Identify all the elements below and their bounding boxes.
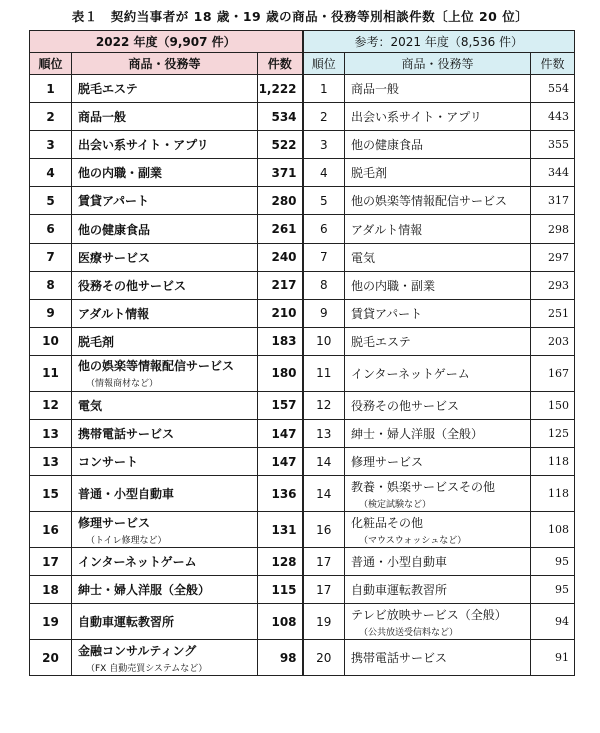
rank-2022-text: 17 <box>42 554 59 569</box>
table-row <box>30 215 575 243</box>
table-row <box>30 420 575 448</box>
rank-2022 <box>30 187 72 215</box>
count-2021-text: 94 <box>555 615 570 629</box>
item-2021-text: 脱毛エステ <box>351 334 411 349</box>
item-2022 <box>72 604 258 640</box>
rank-2022-text: 16 <box>42 522 59 537</box>
item-2021-text: 脱毛剤 <box>351 166 388 181</box>
rank-2021 <box>303 448 345 476</box>
count-2022 <box>258 448 303 476</box>
rank-2022-text: 13 <box>42 454 59 469</box>
rank-2021-text: 14 <box>316 486 332 501</box>
item-2022 <box>72 448 258 476</box>
count-2021 <box>531 391 575 419</box>
rank-2022-text: 2 <box>46 109 55 124</box>
item-2021 <box>345 548 531 576</box>
rank-column-header: 順位 <box>30 53 72 75</box>
item-2021-text: 出会い系サイト・アプリ <box>351 110 482 125</box>
item-2021 <box>345 640 531 676</box>
item-2022 <box>72 355 258 391</box>
item-2021-note: （マウスウォッシュなど） <box>359 535 467 546</box>
count-2022-text: 131 <box>271 522 297 537</box>
item-2021 <box>345 75 531 103</box>
count-2021-text: 298 <box>548 222 570 236</box>
table-row <box>30 327 575 355</box>
count-2021-text: 108 <box>548 523 570 537</box>
count-2022-text: 157 <box>271 398 297 413</box>
rank-2022 <box>30 327 72 355</box>
count-2022-text: 180 <box>271 366 297 381</box>
rank-2021-text: 16 <box>316 522 332 537</box>
item-2022 <box>72 391 258 419</box>
count-column-header: 件数 <box>531 53 575 75</box>
item-2022 <box>72 420 258 448</box>
table-row <box>30 159 575 187</box>
rank-2021 <box>303 548 345 576</box>
table-row <box>30 75 575 103</box>
rank-2022 <box>30 215 72 243</box>
item-2022 <box>72 131 258 159</box>
item-2021-text: 普通・小型自動車 <box>351 555 448 570</box>
ranking-table <box>29 30 575 676</box>
right-year-header: 参考：2021 年度（8,536 件） <box>303 31 575 53</box>
item-2022 <box>72 327 258 355</box>
table-row <box>30 576 575 604</box>
rank-2021-text: 3 <box>319 137 328 152</box>
item-2021-text: 他の内職・副業 <box>351 278 436 293</box>
item-2022 <box>72 640 258 676</box>
rank-2021-text: 5 <box>319 193 328 208</box>
rank-2022-text: 6 <box>46 222 55 237</box>
rank-2021 <box>303 299 345 327</box>
count-2022 <box>258 512 303 548</box>
table-row <box>30 243 575 271</box>
count-2021 <box>531 420 575 448</box>
rank-2022-text: 20 <box>42 650 59 665</box>
item-2022-text: 電気 <box>78 398 103 413</box>
table-row <box>30 103 575 131</box>
count-2021 <box>531 187 575 215</box>
count-2021 <box>531 215 575 243</box>
item-2022-text: 脱毛剤 <box>78 334 115 349</box>
item-2022-note: （FX 自動売買システムなど） <box>86 663 208 674</box>
item-2022 <box>72 576 258 604</box>
item-2022 <box>72 159 258 187</box>
rank-2021-text: 10 <box>316 334 332 349</box>
rank-2022-text: 12 <box>42 398 59 413</box>
item-2021 <box>345 187 531 215</box>
rank-2021 <box>303 243 345 271</box>
item-2021-text: 他の娯楽等情報配信サービス <box>351 194 508 209</box>
count-2021-text: 203 <box>548 334 570 348</box>
count-2022-text: 522 <box>271 137 297 152</box>
item-2022-note: （トイレ修理など） <box>86 535 167 546</box>
count-2021-text: 118 <box>548 487 570 501</box>
count-2022 <box>258 243 303 271</box>
count-2022 <box>258 187 303 215</box>
rank-2021 <box>303 476 345 512</box>
rank-2021-text: 7 <box>319 250 328 265</box>
table-row <box>30 512 575 548</box>
count-2021 <box>531 576 575 604</box>
rank-2021-text: 19 <box>316 614 332 629</box>
rank-2022 <box>30 75 72 103</box>
rank-2021 <box>303 215 345 243</box>
table-row <box>30 131 575 159</box>
count-2022 <box>258 75 303 103</box>
count-column-header: 件数 <box>258 53 303 75</box>
name-column-header: 商品・役務等 <box>72 53 258 75</box>
rank-2022 <box>30 103 72 131</box>
count-2021 <box>531 548 575 576</box>
rank-2022-text: 5 <box>46 193 55 208</box>
count-2021 <box>531 512 575 548</box>
item-2021-text: 賃貸アパート <box>351 306 423 321</box>
count-2021-text: 443 <box>548 110 570 124</box>
table-row <box>30 391 575 419</box>
item-2022-text: 脱毛エステ <box>78 82 138 97</box>
rank-2021 <box>303 576 345 604</box>
item-2021-text: アダルト情報 <box>351 222 423 237</box>
rank-2022 <box>30 299 72 327</box>
rank-2022 <box>30 476 72 512</box>
count-2021 <box>531 75 575 103</box>
rank-2021-text: 20 <box>316 650 332 665</box>
count-2022 <box>258 420 303 448</box>
item-2021-text: 教養・娯楽サービスその他 <box>351 479 496 494</box>
rank-2022 <box>30 243 72 271</box>
item-2021 <box>345 512 531 548</box>
item-2022-text: 商品一般 <box>78 110 127 125</box>
count-2021-text: 125 <box>548 427 570 441</box>
table-row <box>30 604 575 640</box>
count-2022 <box>258 576 303 604</box>
count-2021 <box>531 640 575 676</box>
rank-2021 <box>303 327 345 355</box>
rank-2021-text: 14 <box>316 454 332 469</box>
item-2021 <box>345 131 531 159</box>
count-2022-text: 280 <box>271 193 297 208</box>
item-2022-text: 出会い系サイト・アプリ <box>78 138 209 153</box>
rank-2021-text: 17 <box>316 554 332 569</box>
count-2021-text: 95 <box>555 583 570 597</box>
count-2021 <box>531 604 575 640</box>
rank-2022 <box>30 448 72 476</box>
count-2021 <box>531 476 575 512</box>
count-2022-text: 98 <box>279 650 297 665</box>
rank-2022 <box>30 355 72 391</box>
item-2021-note: （検定試験など） <box>359 499 432 510</box>
item-2021-note: （公共放送受信料など） <box>359 627 459 638</box>
item-2022 <box>72 476 258 512</box>
item-2021-text: 化粧品その他 <box>351 515 424 530</box>
count-2021-text: 95 <box>555 555 570 569</box>
rank-2021 <box>303 75 345 103</box>
rank-2021-text: 11 <box>316 366 332 381</box>
rank-2022 <box>30 391 72 419</box>
rank-2022 <box>30 604 72 640</box>
rank-2022 <box>30 159 72 187</box>
count-2022-text: 147 <box>271 426 297 441</box>
rank-2021 <box>303 271 345 299</box>
rank-2021-text: 13 <box>316 426 332 441</box>
rank-2021-text: 4 <box>319 165 328 180</box>
rank-2022-text: 7 <box>46 250 55 265</box>
count-2021 <box>531 271 575 299</box>
table-row <box>30 640 575 676</box>
item-2022 <box>72 75 258 103</box>
count-2022-text: 147 <box>271 454 297 469</box>
rank-2022 <box>30 640 72 676</box>
item-2021-text: 商品一般 <box>351 82 400 97</box>
count-2021-text: 297 <box>548 250 570 264</box>
item-2022-text: コンサート <box>78 455 139 470</box>
item-2021-text: 紳士・婦人洋服（全般） <box>351 427 484 442</box>
rank-2021 <box>303 420 345 448</box>
count-2022 <box>258 215 303 243</box>
count-2021 <box>531 159 575 187</box>
rank-2022 <box>30 271 72 299</box>
item-2022 <box>72 243 258 271</box>
item-2021 <box>345 604 531 640</box>
rank-2021-text: 6 <box>319 222 328 237</box>
table-row <box>30 355 575 391</box>
count-2021 <box>531 299 575 327</box>
item-2021-text: 携帯電話サービス <box>351 651 448 666</box>
rank-2022-text: 15 <box>42 486 59 501</box>
rank-2021-text: 1 <box>319 81 328 96</box>
count-2022 <box>258 391 303 419</box>
count-2021-text: 118 <box>548 455 570 469</box>
item-2021 <box>345 327 531 355</box>
rank-2021 <box>303 103 345 131</box>
table-row <box>30 271 575 299</box>
rank-2021 <box>303 159 345 187</box>
item-2021 <box>345 103 531 131</box>
count-2022-text: 217 <box>271 278 297 293</box>
rank-2022 <box>30 512 72 548</box>
count-2022 <box>258 103 303 131</box>
count-2022-text: 210 <box>271 306 297 321</box>
item-2021-text: 自動車運転教習所 <box>351 583 448 598</box>
item-2022-text: 他の健康食品 <box>78 222 151 237</box>
item-2021 <box>345 576 531 604</box>
rank-2021-text: 2 <box>319 109 328 124</box>
item-2022-note: （情報商材など） <box>86 379 159 390</box>
table-row <box>30 548 575 576</box>
count-2022-text: 128 <box>271 554 297 569</box>
item-2022-text: 金融コンサルティング <box>78 643 197 658</box>
item-2021 <box>345 159 531 187</box>
name-column-header: 商品・役務等 <box>345 53 531 75</box>
item-2022-text: 自動車運転教習所 <box>78 615 175 630</box>
count-2021-text: 344 <box>548 166 570 180</box>
item-2021 <box>345 271 531 299</box>
item-2021 <box>345 215 531 243</box>
item-2022-text: 役務その他サービス <box>78 278 187 293</box>
rank-2021-text: 8 <box>319 278 328 293</box>
count-2021-text: 317 <box>548 194 570 208</box>
count-2022 <box>258 271 303 299</box>
item-2021 <box>345 299 531 327</box>
count-2022-text: 108 <box>271 614 297 629</box>
item-2022-text: 賃貸アパート <box>78 194 150 209</box>
item-2022-text: アダルト情報 <box>78 306 150 321</box>
count-2022 <box>258 131 303 159</box>
count-2021-text: 150 <box>548 398 570 412</box>
item-2021-text: 修理サービス <box>351 455 424 470</box>
count-2022 <box>258 548 303 576</box>
rank-2021 <box>303 640 345 676</box>
rank-2021 <box>303 512 345 548</box>
item-2021-text: 他の健康食品 <box>351 138 424 153</box>
rank-2022 <box>30 420 72 448</box>
rank-2021 <box>303 355 345 391</box>
count-2022 <box>258 299 303 327</box>
rank-2021-text: 17 <box>316 582 332 597</box>
count-2021 <box>531 448 575 476</box>
item-2021-text: 電気 <box>351 250 376 265</box>
rank-2022-text: 10 <box>42 334 59 349</box>
item-2021 <box>345 448 531 476</box>
count-2022 <box>258 159 303 187</box>
table-row <box>30 299 575 327</box>
item-2022-text: 他の娯楽等情報配信サービス <box>78 359 235 374</box>
rank-2021 <box>303 131 345 159</box>
rank-2021-text: 9 <box>319 306 328 321</box>
rank-2021-text: 12 <box>316 398 332 413</box>
count-2022-text: 261 <box>271 222 297 237</box>
item-2022-text: 紳士・婦人洋服（全般） <box>78 583 211 598</box>
rank-2022-text: 9 <box>46 306 55 321</box>
item-2021-text: テレビ放映サービス（全般） <box>351 607 507 622</box>
item-2022-text: 医療サービス <box>78 250 151 265</box>
count-2021 <box>531 131 575 159</box>
count-2022-text: 371 <box>271 165 297 180</box>
item-2021 <box>345 391 531 419</box>
item-2021-text: 役務その他サービス <box>351 398 460 413</box>
item-2022-text: インターネットゲーム <box>78 555 197 570</box>
rank-2022-text: 11 <box>42 366 59 381</box>
count-2022-text: 136 <box>271 486 297 501</box>
item-2021 <box>345 476 531 512</box>
count-2021 <box>531 243 575 271</box>
table-row <box>30 448 575 476</box>
count-2021 <box>531 103 575 131</box>
count-2021-text: 251 <box>548 306 570 320</box>
count-2022 <box>258 640 303 676</box>
rank-2021 <box>303 604 345 640</box>
item-2021-text: インターネットゲーム <box>351 366 470 381</box>
rank-column-header: 順位 <box>303 53 345 75</box>
count-2022-text: 1,222 <box>258 81 297 96</box>
rank-2021 <box>303 187 345 215</box>
count-2022 <box>258 604 303 640</box>
item-2022 <box>72 299 258 327</box>
count-2022-text: 534 <box>271 109 297 124</box>
item-2021 <box>345 243 531 271</box>
count-2022-text: 115 <box>271 582 297 597</box>
item-2022 <box>72 187 258 215</box>
rank-2022-text: 4 <box>46 165 55 180</box>
item-2022-text: 普通・小型自動車 <box>78 487 175 502</box>
table-row <box>30 187 575 215</box>
count-2021-text: 355 <box>548 138 570 152</box>
item-2022-text: 他の内職・副業 <box>78 166 163 181</box>
count-2021-text: 91 <box>555 651 570 665</box>
rank-2022-text: 1 <box>46 81 55 96</box>
rank-2022 <box>30 548 72 576</box>
rank-2021 <box>303 391 345 419</box>
count-2022 <box>258 355 303 391</box>
count-2021-text: 554 <box>548 82 570 96</box>
table-title: 表１ 契約当事者が 18 歳・19 歳の商品・役務等別相談件数〔上位 20 位〕 <box>71 9 529 24</box>
rank-2022-text: 13 <box>42 426 59 441</box>
item-2021 <box>345 355 531 391</box>
rank-2022-text: 3 <box>46 137 55 152</box>
item-2022 <box>72 512 258 548</box>
item-2022 <box>72 548 258 576</box>
count-2022-text: 240 <box>271 250 297 265</box>
rank-2022-text: 19 <box>42 614 59 629</box>
item-2022-text: 携帯電話サービス <box>78 427 175 442</box>
count-2022 <box>258 327 303 355</box>
rank-2022 <box>30 576 72 604</box>
count-2021 <box>531 327 575 355</box>
item-2022-text: 修理サービス <box>78 515 151 530</box>
count-2022 <box>258 476 303 512</box>
item-2022 <box>72 215 258 243</box>
item-2021 <box>345 420 531 448</box>
table-row <box>30 476 575 512</box>
count-2021-text: 293 <box>548 278 570 292</box>
count-2021-text: 167 <box>548 366 570 380</box>
rank-2022-text: 8 <box>46 278 55 293</box>
count-2022-text: 183 <box>271 334 297 349</box>
rank-2022 <box>30 131 72 159</box>
item-2022 <box>72 103 258 131</box>
count-2021 <box>531 355 575 391</box>
left-year-header: 2022 年度（9,907 件） <box>30 31 303 53</box>
item-2022 <box>72 271 258 299</box>
rank-2022-text: 18 <box>42 582 59 597</box>
